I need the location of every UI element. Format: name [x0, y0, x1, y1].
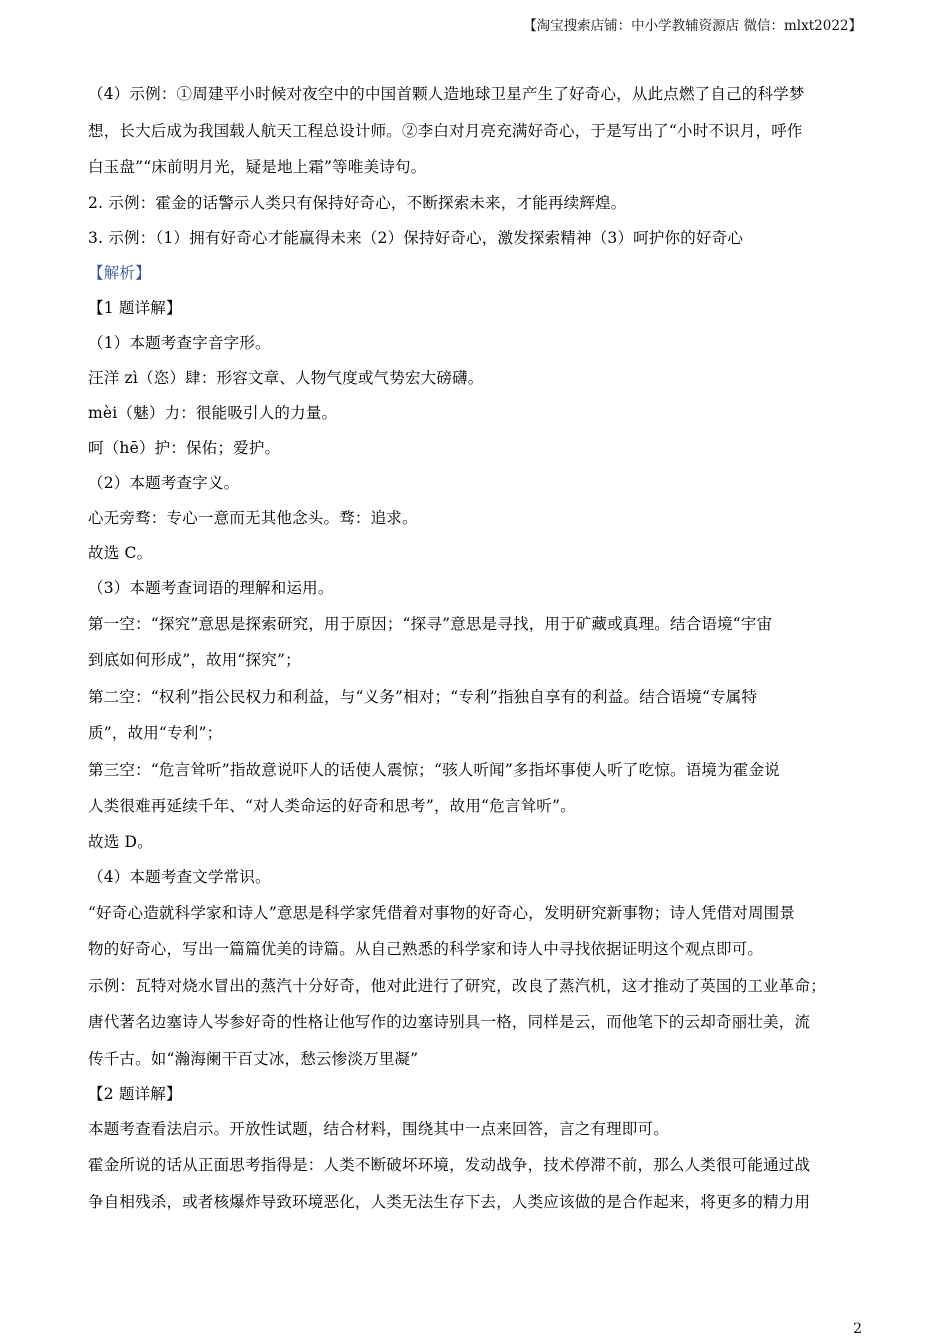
paragraph-line: （1）本题考查字音字形。: [88, 333, 271, 352]
paragraph-line: （4）本题考查文学常识。: [88, 867, 271, 886]
paragraph-line: （2）本题考查字义。: [88, 473, 240, 492]
paragraph-line: 质”，故用“专利”；: [88, 724, 223, 742]
document-body: [88, 76, 864, 1220]
section-heading: 【2 题详解】: [88, 1085, 182, 1103]
answer-line: （4）示例：①周建平小时候对夜空中的中国首颗人造地球卫星产生了好奇心，从此点燃了自己的科学梦: [88, 85, 805, 103]
paragraph-line: （3）本题考查词语的理解和运用。: [88, 578, 334, 597]
paragraph-line: 第三空：“危言耸听”指故意说吓人的话使人震惊；“骇人听闻”多指坏事使人听了吃惊。语境为霍金说: [88, 760, 780, 779]
paragraph-line: 呵（hē）护：保佑；爱护。: [88, 438, 281, 457]
paragraph-line: 争自相残杀，或者核爆炸导致环境恶化，人类无法生存下去，人类应该做的是合作起来，将更多的精力用: [88, 1192, 811, 1211]
paragraph-line: 传千古。如“瀚海阑干百丈冰，愁云惨淡万里凝”: [88, 1049, 419, 1068]
paragraph-line: “好奇心造就科学家和诗人”意思是科学家凭借着对事物的好奇心，发明研究新事物；诗人凭借对周围景: [88, 903, 796, 922]
paragraph-line: 故选 D。: [88, 832, 153, 851]
page-header: 【淘宝搜索店铺：中小学教辅资源店 微信：mlxt2022】: [523, 18, 862, 34]
paragraph-line: 物的好奇心，写出一篇篇优美的诗篇。从自己熟悉的科学家和诗人中寻找依据证明这个观点即可。: [88, 940, 764, 958]
answer-line: 白玉盘”“床前明月光，疑是地上霜”等唯美诗句。: [88, 158, 427, 176]
page-number: 2: [853, 1321, 862, 1337]
answer-line: 2. 示例：霍金的话警示人类只有保持好奇心，不断探索未来，才能再续辉煌。: [88, 193, 627, 212]
paragraph-line: 示例：瓦特对烧水冒出的蒸汽十分好奇，他对此进行了研究，改良了蒸汽机，这才推动了英国的工业革命；: [88, 976, 826, 995]
paragraph-line: 到底如何形成”，故用“探究”；: [88, 651, 301, 669]
answer-line: 想，长大后成为我国载人航天工程总设计师。②李白对月亮充满好奇心，于是写出了“小时不识月，呼作: [88, 121, 803, 140]
answer-line: 3. 示例：（1）拥有好奇心才能赢得未来（2）保持好奇心，激发探索精神（3）呵护你的好奇心: [88, 228, 744, 247]
paragraph-line: 心无旁骛：专心一意而无其他念头。骛：追求。: [88, 508, 418, 527]
paragraph-line: 第二空：“权利”指公民权力和利益，与“义务”相对；“专利”指独自享有的利益。结合语境“专属特: [88, 687, 758, 706]
paragraph-line: 第一空：“探究”意思是探索研究，用于原因；“探寻”意思是寻找，用于矿藏或真理。结合语境“宇宙: [88, 614, 773, 633]
paragraph-line: 唐代著名边塞诗人岑参好奇的性格让他写作的边塞诗别具一格，同样是云，而他笔下的云却奇丽壮美，流: [88, 1013, 811, 1031]
paragraph-line: 人类很难再延续千年、“对人类命运的好奇和思考”，故用“危言耸听”。: [88, 797, 576, 815]
section-heading: 【1 题详解】: [88, 298, 182, 317]
paragraph-line: 霍金所说的话从正面思考指得是：人类不断破坏环境，发动战争，技术停滞不前，那么人类很可能通过战: [88, 1156, 811, 1174]
paragraph-line: 本题考查看法启示。开放性试题，结合材料，围绕其中一点来回答，言之有理即可。: [88, 1120, 669, 1138]
paragraph-line: mèi（魅）力：很能吸引人的力量。: [88, 403, 338, 422]
paragraph-line: 汪洋 zì（恣）肆：形容文章、人物气度或气势宏大磅礴。: [88, 368, 484, 387]
paragraph-line: 故选 C。: [88, 543, 153, 562]
analysis-heading: 【解析】: [88, 263, 151, 282]
